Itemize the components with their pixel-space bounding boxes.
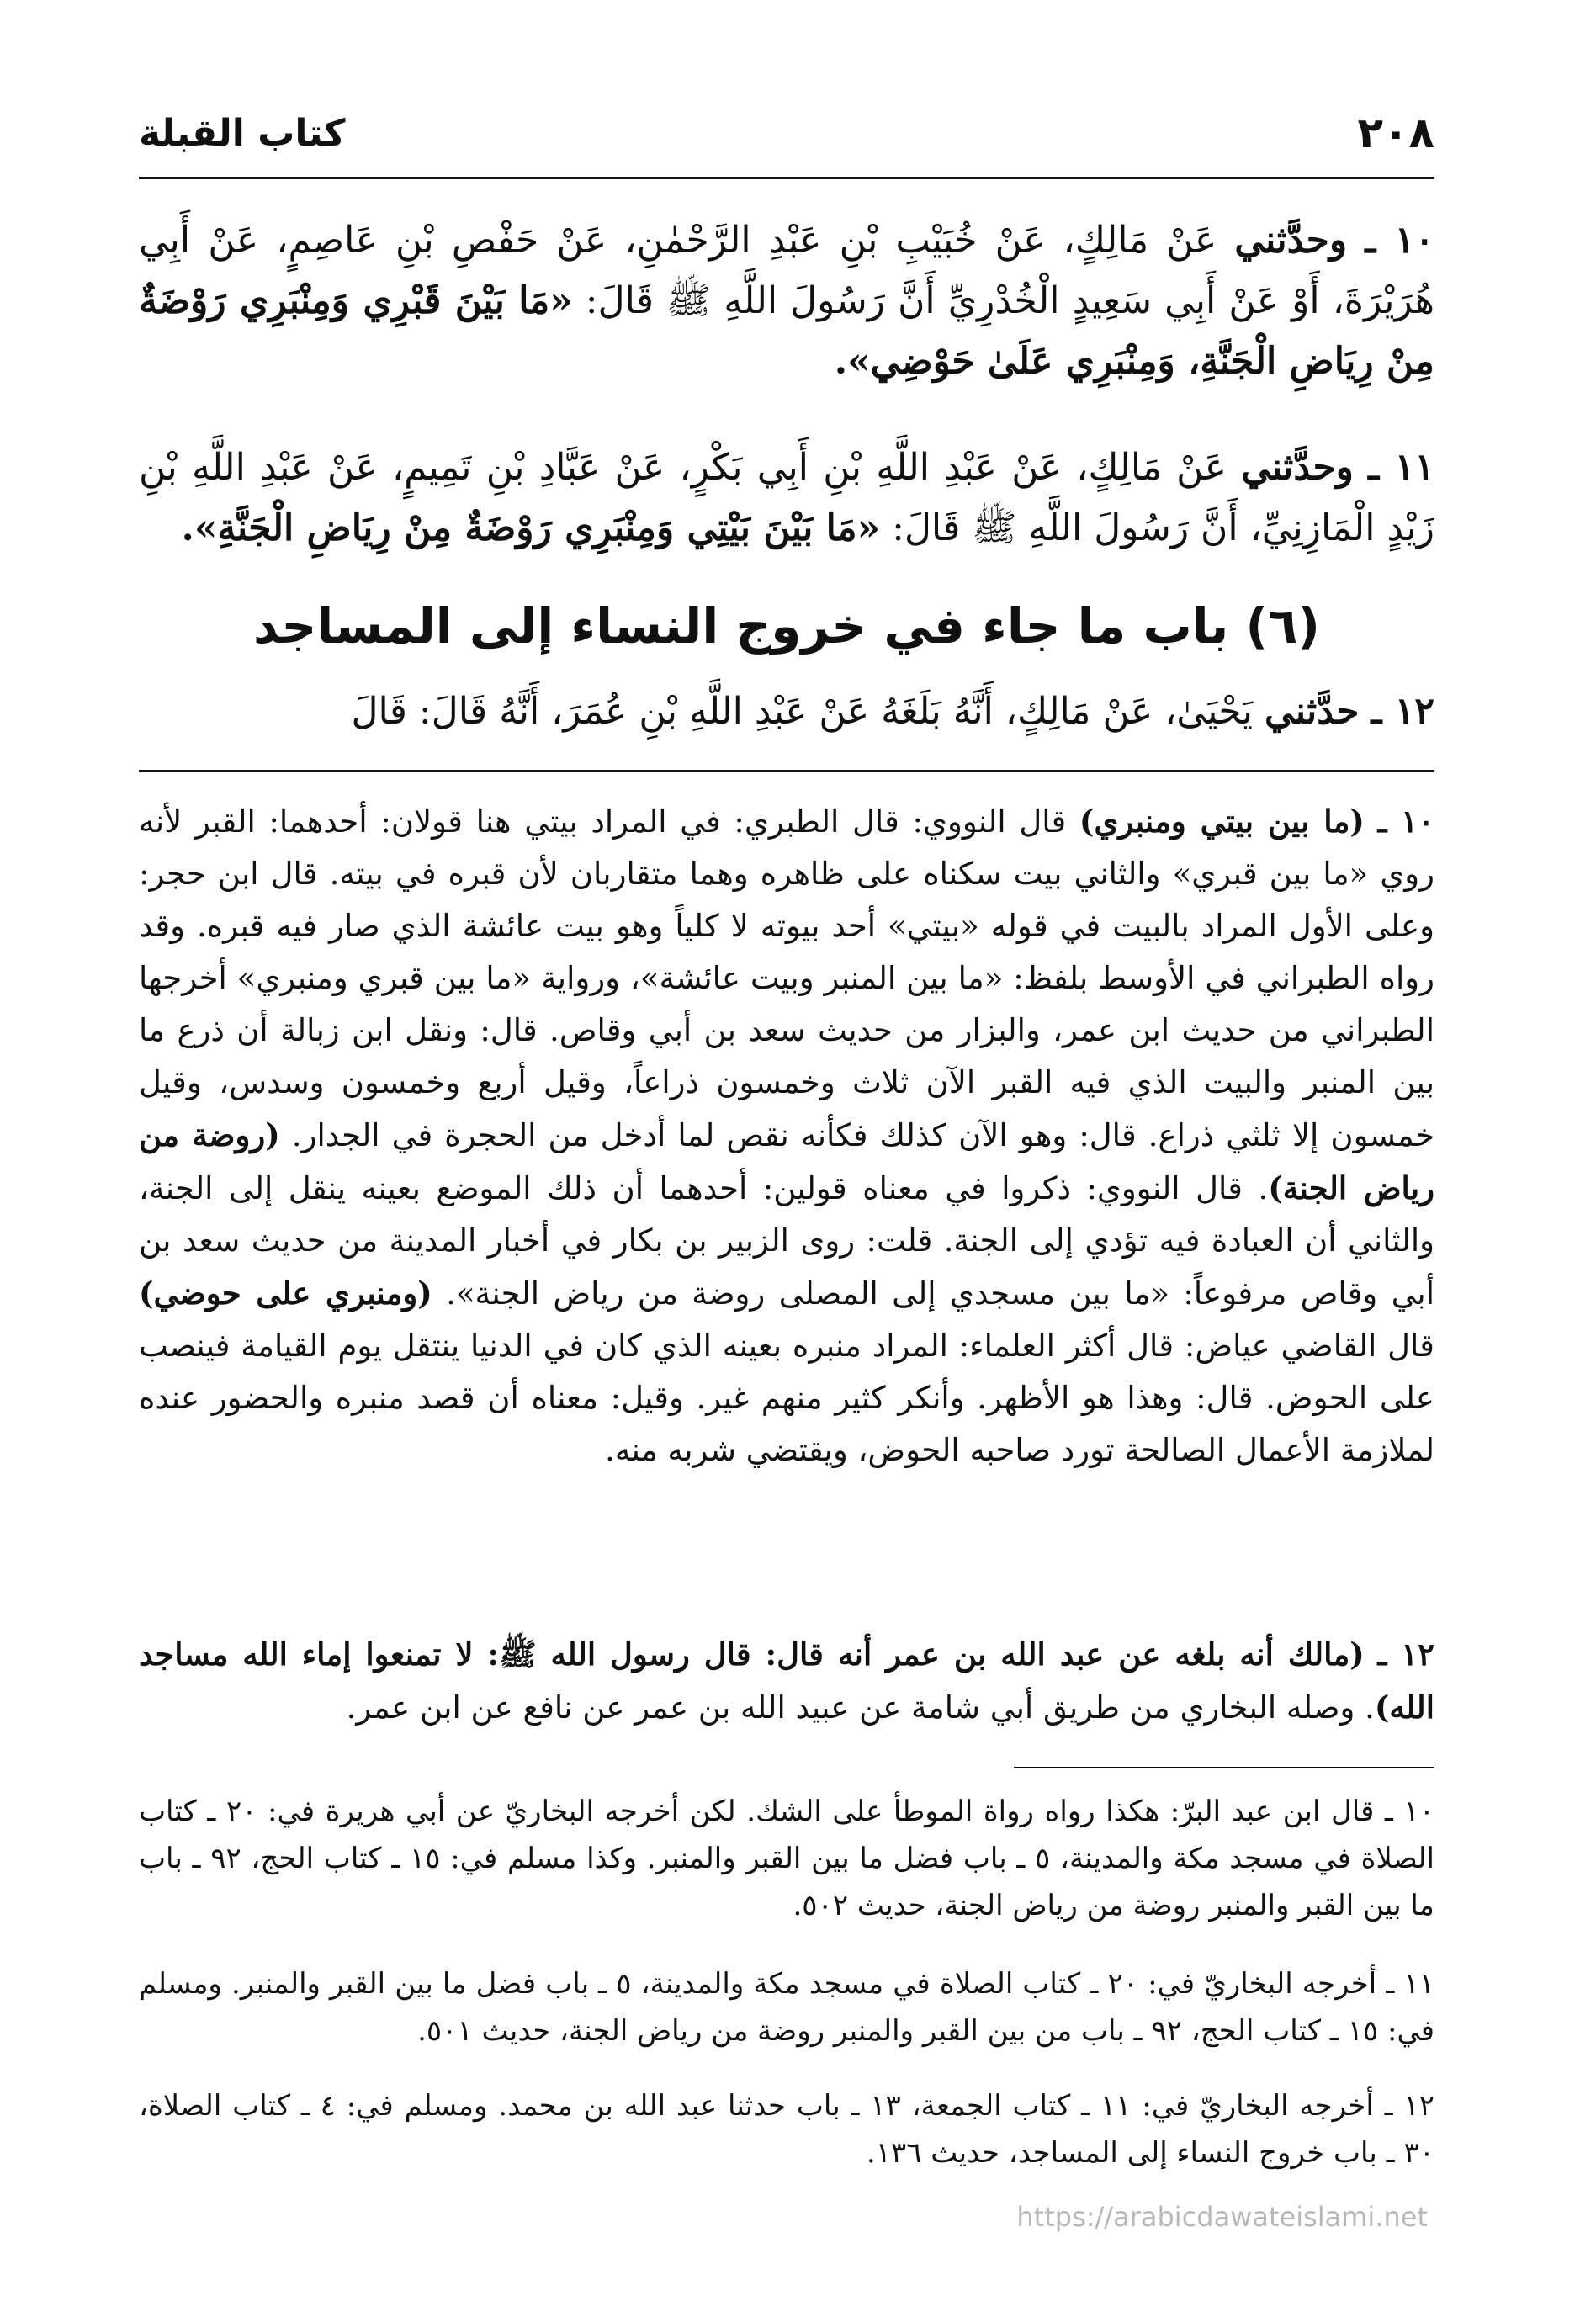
page-header xyxy=(139,99,1434,167)
commentary-number: ١٠ ـ xyxy=(1377,803,1434,840)
commentary-lemma: (روضة من رياض الجنة) xyxy=(139,1116,1434,1206)
hadith-number: ١٢ ـ xyxy=(1371,690,1434,733)
footnote-number: ١١ ـ xyxy=(1386,1967,1434,2001)
chapter-heading: (٦) باب ما جاء في خروج النساء إلى المساجد xyxy=(253,597,1320,655)
hadith-12 xyxy=(139,681,1434,742)
hadith-11 xyxy=(139,437,1434,559)
hadith-number: ١١ ـ xyxy=(1368,446,1434,489)
text-commentary-divider xyxy=(139,770,1434,772)
commentary-10 xyxy=(139,795,1434,1477)
narration-word: وحدَّثني xyxy=(1234,219,1348,262)
commentary-text: . قال النووي: ذكروا في معناه قولين: أحدهما أن ذلك الموضع بعينه ينقل إلى الجنة، والثاني أن العبادة فيه تؤدي إلى الجنة. قلت: روى الزبير بن بكار في أخبار المدينة من حديث سعد بن أبي وقاص مرفوعاً: «ما بين مسجدي إلى المصلى روضة من رياض الجنة». xyxy=(139,1170,1434,1312)
hadith-number: ١٠ ـ xyxy=(1365,219,1434,262)
watermark-url: https://arabicdawateislami.net xyxy=(1016,2201,1428,2233)
commentary-12 xyxy=(139,1628,1434,1734)
commentary-number: ١٢ ـ xyxy=(1377,1636,1434,1673)
footnote-text: قال ابن عبد البرّ: هكذا رواه رواة الموطأ على الشك. لكن أخرجه البخاريّ عن أبي هريرة في: ٢٠ ـ كتاب الصلاة في مسجد مكة والمدينة، ٥ ـ باب فضل ما بين القبر والمنبر. وكذا مسلم في: ١٥ ـ كتاب الحج، ٩٢ ـ باب ما بين القبر والمنبر روضة من رياض الجنة، حديث ٥٠٢. xyxy=(139,1795,1435,1922)
footnote-11 xyxy=(139,1960,1434,2055)
book-title: كتاب القبلة xyxy=(139,111,346,155)
page-number: ٢٠٨ xyxy=(1357,109,1434,157)
footnote-text: أخرجه البخاريّ في: ١١ ـ كتاب الجمعة، ١٣ ـ باب حدثنا عبد الله بن محمد. ومسلم في: ٤ ـ كتاب الصلاة، ٣٠ ـ باب خروج النساء إلى المساجد، حديث ١٣٦. xyxy=(139,2089,1434,2170)
header-rule xyxy=(139,177,1434,179)
narration-word: حدَّثني xyxy=(1265,690,1360,733)
commentary-lemma: (ما بين بيتي ومنبري) xyxy=(1079,803,1365,840)
commentary-text: . وصله البخاري من طريق أبي شامة عن عبيد الله بن عمر عن نافع عن ابن عمر. xyxy=(346,1689,1375,1726)
footnote-10 xyxy=(139,1788,1434,1929)
commentary-lemma: (مالك أنه بلغه عن عبد الله بن عمر أنه قال: قال رسول الله ﷺ: لا تمنعوا إماء الله مساجد الله) xyxy=(139,1636,1434,1726)
hadith-text: يَحْيَىٰ، عَنْ مَالِكٍ، أَنَّهُ بَلَغَهُ عَنْ عَبْدِ اللَّهِ بْنِ عُمَرَ، أَنَّهُ قَالَ: قَالَ xyxy=(351,690,1254,733)
footnote-text: أخرجه البخاريّ في: ٢٠ ـ كتاب الصلاة في مسجد مكة والمدينة، ٥ ـ باب فضل ما بين القبر والمنبر. ومسلم في: ١٥ ـ كتاب الحج، ٩٢ ـ باب من بين القبر والمنبر روضة من رياض الجنة، حديث ٥٠١. xyxy=(139,1967,1434,2048)
footnote-number: ١٠ ـ xyxy=(1384,1795,1434,1828)
hadith-10 xyxy=(139,210,1434,392)
footnote-divider xyxy=(1014,1767,1434,1768)
narration-word: وحدَّثني xyxy=(1241,446,1354,489)
commentary-lemma: (ومنبري على حوضي) xyxy=(139,1275,432,1312)
footnote-12 xyxy=(139,2082,1434,2176)
footnote-number: ١٢ ـ xyxy=(1384,2089,1434,2123)
matn: «مَا بَيْنَ قَبْرِي وَمِنْبَرِي رَوْضَةٌ مِنْ رِيَاضِ الْجَنَّةِ، وَمِنْبَرِي عَلَىٰ حَوْضِي». xyxy=(139,279,1434,383)
matn: «مَا بَيْنَ بَيْتِي وَمِنْبَرِي رَوْضَةٌ مِنْ رِيَاضِ الْجَنَّةِ». xyxy=(181,506,881,549)
commentary-text: قال القاضي عياض: قال أكثر العلماء: المراد منبره بعينه الذي كان في الدنيا ينتقل يوم القيامة فينصب على الحوض. قال: وهذا هو الأظهر. وأنكر كثير منهم غير. وقيل: معناه أن قصد منبره والحضور عنده لملازمة الأعمال الصالحة تورد صاحبه الحوض، ويقتضي شربه منه. xyxy=(139,1328,1434,1468)
isnad: عَنْ مَالِكٍ، عَنْ خُبَيْبِ بْنِ عَبْدِ الرَّحْمٰنِ، عَنْ حَفْصِ بْنِ عَاصِمٍ، عَنْ أَبِي هُرَيْرَةَ، أَوْ عَنْ أَبِي سَعِيدٍ الْخُدْرِيِّ أَنَّ رَسُولَ اللَّهِ ﷺ قَالَ: xyxy=(139,219,1434,322)
isnad: عَنْ مَالِكٍ، عَنْ عَبْدِ اللَّهِ بْنِ أَبِي بَكْرٍ، عَنْ عَبَّادِ بْنِ تَمِيمٍ، عَنْ عَبْدِ اللَّهِ بْنِ زَيْدٍ الْمَازِنِيِّ، أَنَّ رَسُولَ اللَّهِ ﷺ قَالَ: xyxy=(139,446,1434,549)
commentary-text: قال النووي: قال الطبري: في المراد بيتي هنا قولان: أحدهما: القبر لأنه روي «ما بين قبري» والثاني بيت سكناه على ظاهره وهما متقاربان لأن قبره في بيته. قال ابن حجر: وعلى الأول المراد بالبيت في قوله «بيتي» أحد بيوته لا كلياً وهو بيت عائشة الذي صار فيه قبره. وقد رواه الطبراني في الأوسط بلفظ: «ما بين المنبر وبيت عائشة»، ورواية «ما بين قبري ومنبري» أخرجها الطبراني من حديث ابن عمر، والبزار من حديث سعد بن أبي وقاص. قال: ونقل ابن زبالة أن ذرع ما بين المنبر والبيت الذي فيه القبر الآن ثلاث وخمسون ذراعاً، وقيل أربع وخمسون وسدس، وقيل خمسون إلا ثلثي ذراع. قال: وهو الآن كذلك فكأنه نقص لما أدخل من الحجرة في الجدار. xyxy=(139,803,1434,1153)
